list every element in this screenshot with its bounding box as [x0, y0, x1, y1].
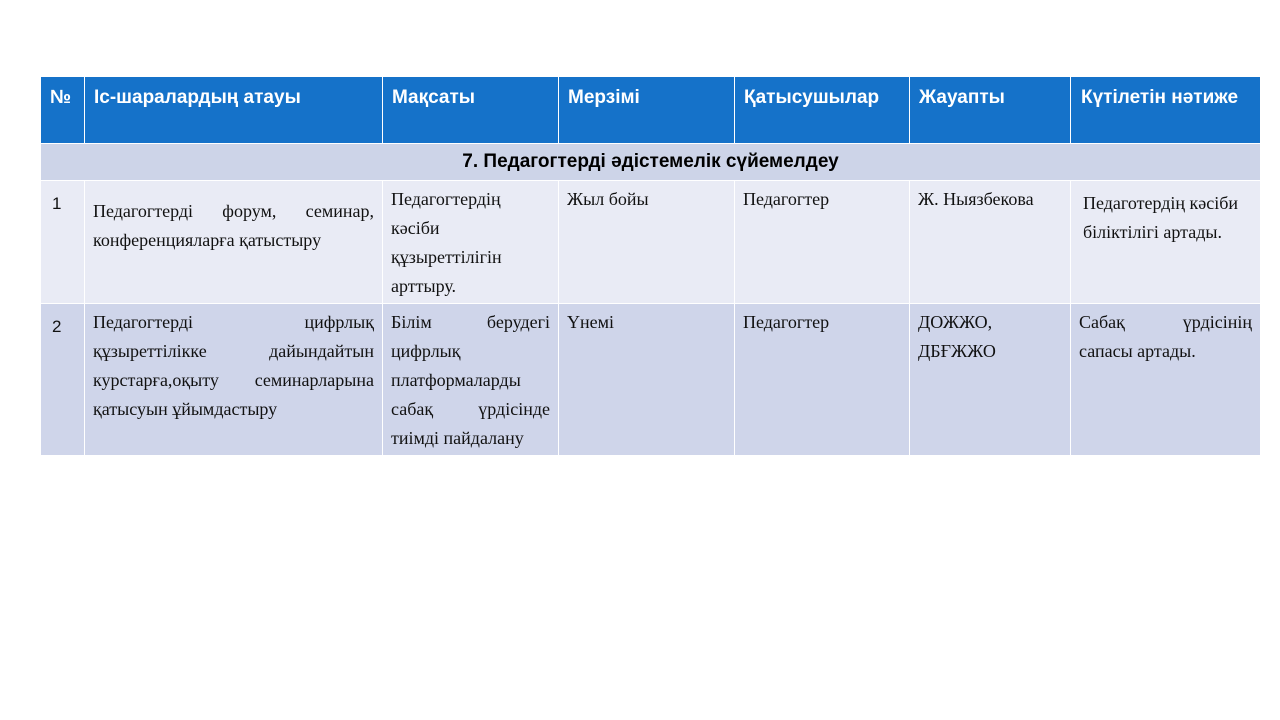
header-number: № — [41, 77, 85, 144]
row-participants: Педагогтер — [735, 181, 910, 304]
header-goal: Мақсаты — [383, 77, 559, 144]
row-responsible — [910, 304, 1071, 456]
row-responsible-line: ДБҒЖЖО — [918, 341, 996, 361]
row-goal: Білім берудегі цифрлық платформаларды сабақ үрдісінде тиімді пайдалану — [383, 304, 559, 456]
section-title: 7. Педагогтерді әдістемелік сүйемелдеу — [41, 144, 1261, 181]
row-term: Үнемі — [559, 304, 735, 456]
table-header-row — [41, 77, 1261, 144]
row-expected-result: Сабақ үрдісінің сапасы артады. — [1071, 304, 1261, 456]
table-row — [41, 304, 1261, 456]
row-term: Жыл бойы — [559, 181, 735, 304]
row-event-name: Педагогтерді форум, семинар, конференцияларға қатыстыру — [85, 181, 383, 304]
section-row — [41, 144, 1261, 181]
table-row — [41, 181, 1261, 304]
row-responsible-line: ДОЖЖО, — [918, 312, 993, 332]
header-term: Мерзімі — [559, 77, 735, 144]
header-participants: Қатысушылар — [735, 77, 910, 144]
row-goal: Педагогтердің кәсіби құзыреттілігін арттыру. — [383, 181, 559, 304]
row-expected-result — [1071, 181, 1261, 304]
header-event-name: Іс-шаралардың атауы — [85, 77, 383, 144]
row-number: 2 — [41, 304, 85, 456]
header-responsible: Жауапты — [910, 77, 1071, 144]
row-event-name: Педагогтерді цифрлық құзыреттілікке дайындайтын курстарға,оқыту семинарларына қатысуын ұйымдастыру — [85, 304, 383, 456]
row-expected-result-text: Педаготердің кәсіби біліктілігі артады. — [1083, 193, 1239, 242]
row-participants: Педагогтер — [735, 304, 910, 456]
header-expected-result: Күтілетін нәтиже — [1071, 77, 1261, 144]
row-responsible: Ж. Ныязбекова — [910, 181, 1071, 304]
row-number: 1 — [41, 181, 85, 304]
events-table — [40, 76, 1261, 456]
